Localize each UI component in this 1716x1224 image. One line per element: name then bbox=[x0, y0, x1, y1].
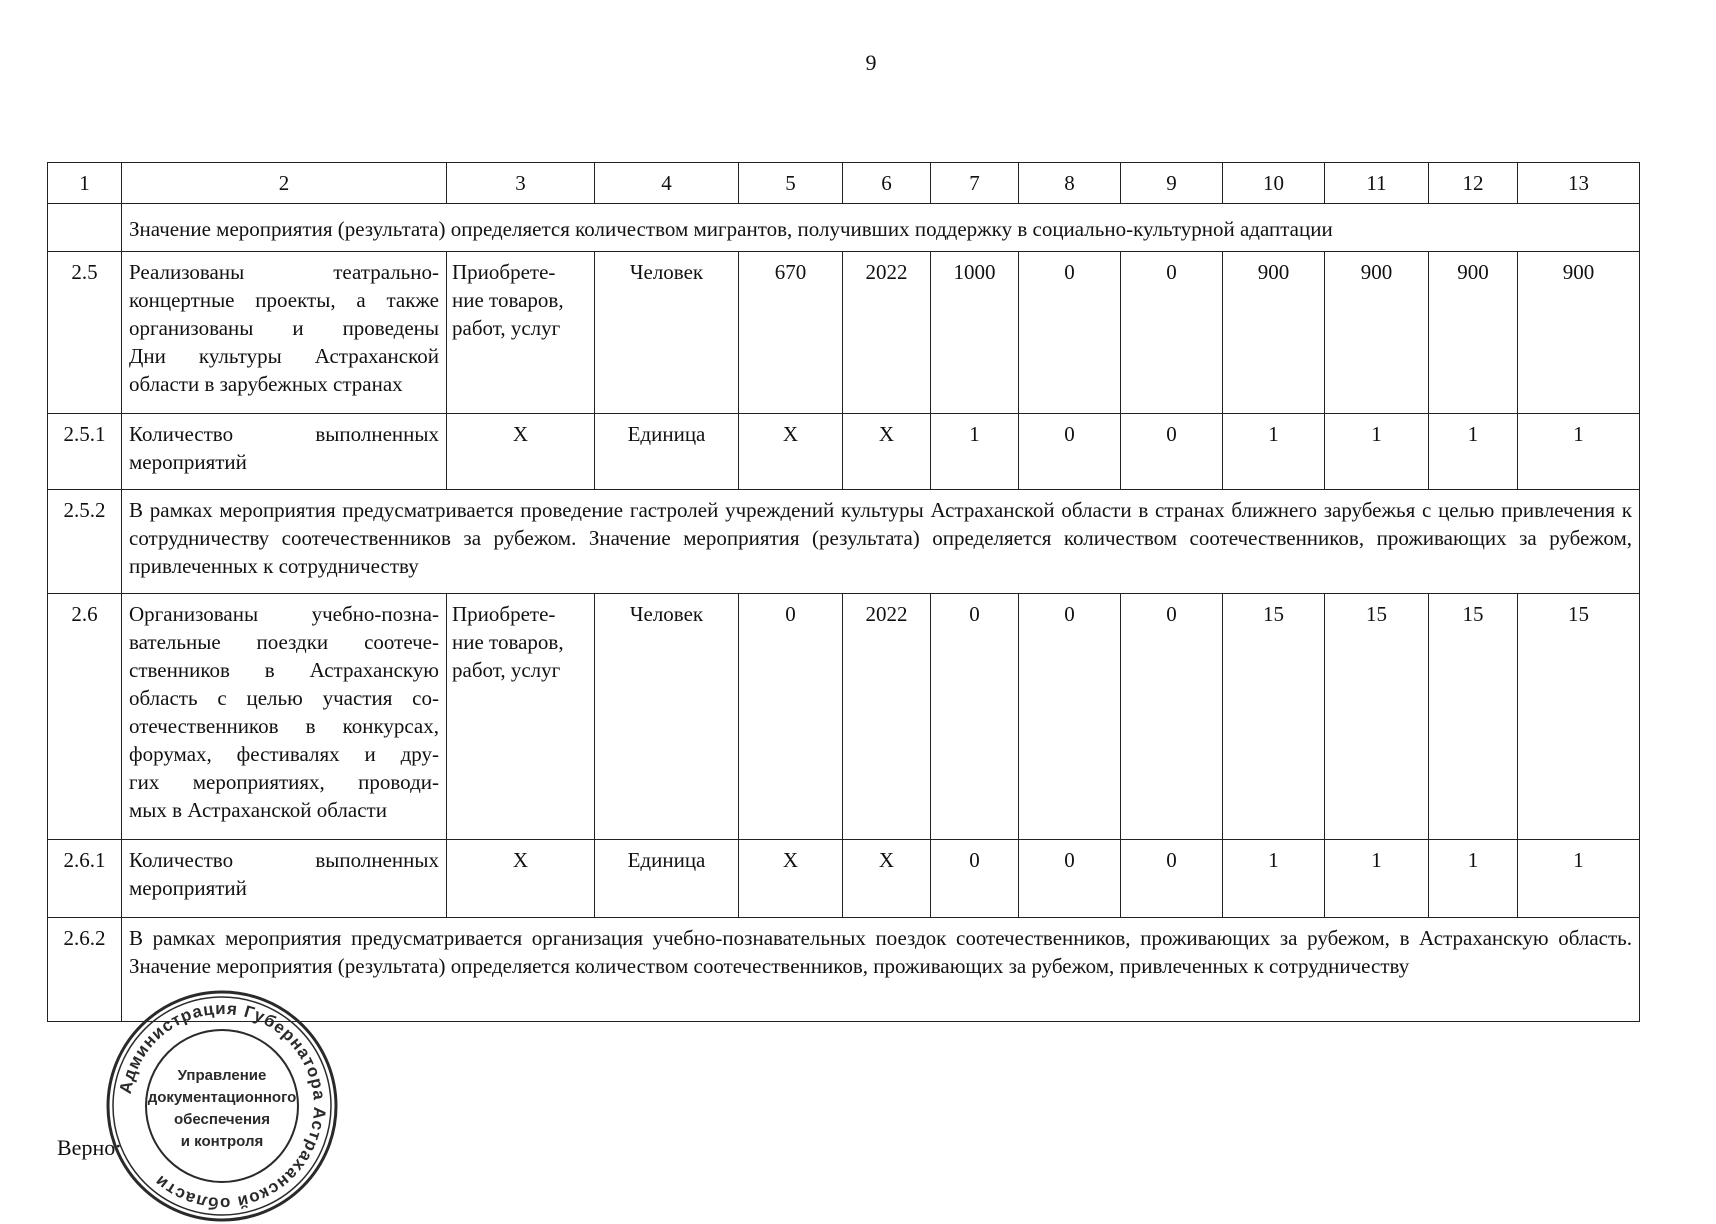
value-cell: 15 bbox=[1518, 594, 1640, 840]
name-line: Количество выполненных bbox=[129, 848, 439, 872]
value-cell: 0 bbox=[931, 594, 1019, 840]
name-line: ственников в Астраханскую bbox=[129, 658, 439, 682]
row-number: 2.6 bbox=[48, 594, 122, 840]
header-cell: 7 bbox=[931, 163, 1019, 204]
header-cell: 5 bbox=[739, 163, 843, 204]
header-cell: 3 bbox=[447, 163, 595, 204]
value-cell: 15 bbox=[1429, 594, 1518, 840]
header-cell: 13 bbox=[1518, 163, 1640, 204]
seal-center-line: Управление bbox=[177, 1067, 267, 1084]
name-line: мероприятий bbox=[129, 450, 247, 474]
measure-type bbox=[447, 252, 595, 414]
name-line: форумах, фестивалях и дру- bbox=[129, 742, 439, 766]
row-number: 2.6.1 bbox=[48, 840, 122, 918]
indicators-table bbox=[47, 162, 1640, 1022]
value-cell: 900 bbox=[1429, 252, 1518, 414]
value-cell: 900 bbox=[1325, 252, 1429, 414]
value-cell: 1 bbox=[1518, 840, 1640, 918]
table-row-2-6 bbox=[48, 594, 1640, 840]
unit: Единица bbox=[595, 840, 739, 918]
measure-name bbox=[122, 594, 447, 840]
value-cell: 1 bbox=[1325, 414, 1429, 490]
name-line: Реализованы театрально- bbox=[129, 260, 439, 284]
value-cell: 0 bbox=[1121, 840, 1223, 918]
type-line: ние товаров, bbox=[452, 288, 564, 312]
name-line: гих мероприятиях, проводи- bbox=[129, 770, 439, 794]
measure-description: В рамках мероприятия предусматривается организация учебно-познавательных поездок соотечественников, проживающих за рубежом, в Астраханскую область. Значение мероприятия (результата) определяется количеством соотечественников, проживающих за рубежом, привлеченных к сотрудничеству bbox=[122, 918, 1640, 1022]
value-cell: 15 bbox=[1325, 594, 1429, 840]
type-line: ние товаров, bbox=[452, 630, 564, 654]
measure-type bbox=[447, 594, 595, 840]
measure-name bbox=[122, 252, 447, 414]
value-cell: 2022 bbox=[843, 594, 931, 840]
value-cell: 0 bbox=[931, 840, 1019, 918]
row-number: 2.5 bbox=[48, 252, 122, 414]
seal-center-line: документационного bbox=[147, 1089, 297, 1106]
name-line: вательные поездки соотече- bbox=[129, 630, 439, 654]
type-line: работ, услуг bbox=[452, 658, 561, 682]
note-row bbox=[48, 204, 1640, 252]
value-cell: 1 bbox=[1518, 414, 1640, 490]
row-number: 2.5.2 bbox=[48, 490, 122, 594]
value-cell: 0 bbox=[1019, 840, 1121, 918]
name-line: мероприятий bbox=[129, 876, 247, 900]
value-cell: 0 bbox=[1121, 414, 1223, 490]
seal-center-line: обеспечения bbox=[173, 1111, 271, 1128]
name-line: концертные проекты, а также bbox=[129, 288, 439, 312]
value-cell: 900 bbox=[1518, 252, 1640, 414]
header-cell: 8 bbox=[1019, 163, 1121, 204]
measure-name bbox=[122, 414, 447, 490]
value-cell: 1 bbox=[1429, 414, 1518, 490]
name-line: Организованы учебно-позна- bbox=[129, 602, 439, 626]
value-cell: 1 bbox=[1325, 840, 1429, 918]
table-row-2-6-1 bbox=[48, 840, 1640, 918]
value-cell: 1 bbox=[1223, 840, 1325, 918]
value-cell: X bbox=[739, 840, 843, 918]
type-line: работ, услуг bbox=[452, 316, 561, 340]
table-row-2-5 bbox=[48, 252, 1640, 414]
name-line: Количество выполненных bbox=[129, 422, 439, 446]
value-cell: 0 bbox=[739, 594, 843, 840]
measure-name bbox=[122, 840, 447, 918]
name-line: мых в Астраханской области bbox=[129, 798, 387, 822]
seal-center-line: и контроля bbox=[180, 1133, 264, 1150]
note-migrants: Значение мероприятия (результата) определяется количеством мигрантов, получивших поддержку в социально-культурной адаптации bbox=[122, 204, 1640, 252]
unit: Человек bbox=[595, 252, 739, 414]
row-number: 2.5.1 bbox=[48, 414, 122, 490]
value-cell: 0 bbox=[1019, 252, 1121, 414]
value-cell: 900 bbox=[1223, 252, 1325, 414]
header-cell: 1 bbox=[48, 163, 122, 204]
table-row-2-5-1 bbox=[48, 414, 1640, 490]
unit: Единица bbox=[595, 414, 739, 490]
name-line: организованы и проведены bbox=[129, 316, 439, 340]
type-line: Приобрете- bbox=[452, 602, 556, 626]
value-cell: 1 bbox=[931, 414, 1019, 490]
value-cell: 15 bbox=[1223, 594, 1325, 840]
header-cell: 6 bbox=[843, 163, 931, 204]
header-cell: 10 bbox=[1223, 163, 1325, 204]
header-cell: 11 bbox=[1325, 163, 1429, 204]
value-cell: 2022 bbox=[843, 252, 931, 414]
name-line: области в зарубежных странах bbox=[129, 372, 403, 396]
value-cell: X bbox=[739, 414, 843, 490]
unit: Человек bbox=[595, 594, 739, 840]
table-row-2-5-2 bbox=[48, 490, 1640, 594]
seal-rings bbox=[108, 992, 336, 1220]
value-cell: 1000 bbox=[931, 252, 1019, 414]
seal-outer-text: Администрация Губернатора Астраханской области bbox=[115, 998, 330, 1214]
value-cell: 1 bbox=[1429, 840, 1518, 918]
verified-label: Верно: bbox=[57, 1135, 122, 1160]
measure-type: X bbox=[447, 840, 595, 918]
header-cell: 2 bbox=[122, 163, 447, 204]
header-cell: 9 bbox=[1121, 163, 1223, 204]
value-cell: 1 bbox=[1223, 414, 1325, 490]
value-cell: 0 bbox=[1121, 252, 1223, 414]
header-cell: 4 bbox=[595, 163, 739, 204]
name-line: отечественников в конкурсах, bbox=[129, 714, 439, 738]
value-cell: X bbox=[843, 414, 931, 490]
empty-cell bbox=[48, 204, 122, 252]
value-cell: 0 bbox=[1019, 414, 1121, 490]
type-line: Приобрете- bbox=[452, 260, 556, 284]
name-line: Дни культуры Астраханской bbox=[129, 344, 439, 368]
measure-description: В рамках мероприятия предусматривается проведение гастролей учреждений культуры Астраханской области в странах ближнего зарубежья с целью привлечения к сотрудничеству соотечественников за рубежом. Значение мероприятия (результата) определяется количеством соотечественников, проживающих за рубежом, привлеченных к сотрудничеству bbox=[122, 490, 1640, 594]
header-cell: 12 bbox=[1429, 163, 1518, 204]
page-number: 9 bbox=[865, 50, 877, 75]
name-line: область с целью участия со- bbox=[129, 686, 439, 710]
value-cell: 0 bbox=[1019, 594, 1121, 840]
value-cell: 0 bbox=[1121, 594, 1223, 840]
header-row bbox=[48, 163, 1640, 204]
value-cell: X bbox=[843, 840, 931, 918]
measure-type: X bbox=[447, 414, 595, 490]
row-number: 2.6.2 bbox=[48, 918, 122, 1022]
value-cell: 670 bbox=[739, 252, 843, 414]
official-seal bbox=[104, 988, 340, 1224]
